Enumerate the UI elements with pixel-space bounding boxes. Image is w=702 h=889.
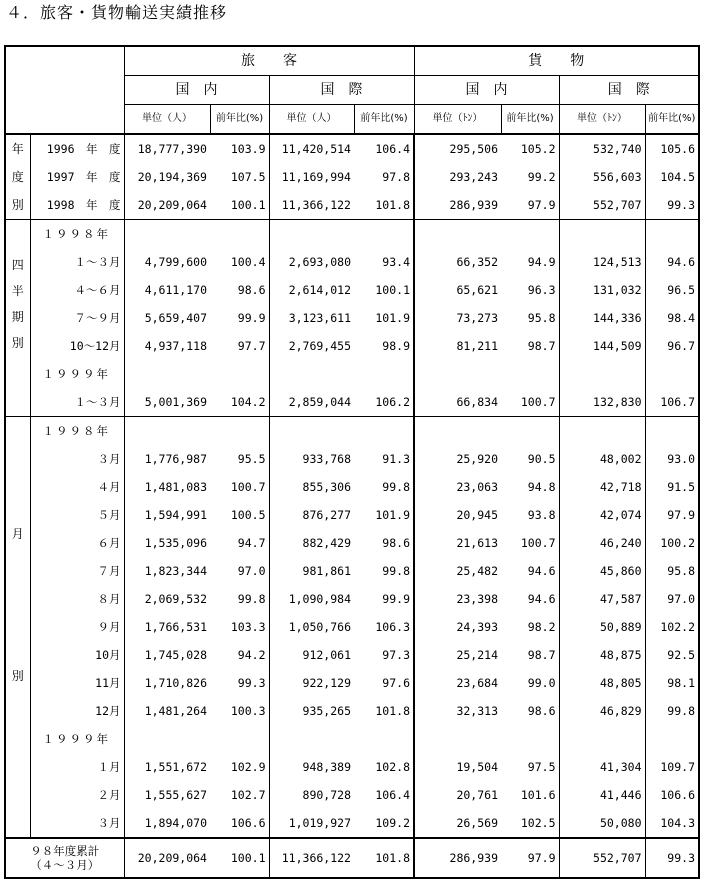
cell-pd-r: 103.9 — [210, 134, 269, 163]
header-yoy-cargo-international: 前年比(%) — [645, 105, 699, 135]
cell-cd-r: 105.2 — [501, 134, 559, 163]
cell-pd: 1,481,264 — [124, 697, 210, 725]
cell-ci: 132,830 — [559, 388, 645, 417]
cell-pi: 11,366,122 — [269, 838, 354, 878]
cell-cd-r: 102.5 — [501, 809, 559, 838]
cell-cd: 25,214 — [414, 641, 501, 669]
empty-cell — [559, 417, 645, 446]
cell-pi-r: 99.8 — [354, 473, 414, 501]
cell-pi: 11,366,122 — [269, 191, 354, 220]
annual-side-label: 年 — [5, 134, 30, 163]
table-row — [5, 332, 699, 360]
cell-pi-r: 97.6 — [354, 669, 414, 697]
header-passenger-domestic: 国 内 — [124, 76, 269, 105]
table-row — [5, 529, 699, 557]
header-yoy-passenger-domestic: 前年比(%) — [210, 105, 269, 135]
table-row — [5, 417, 699, 446]
table-row — [5, 276, 699, 304]
table-row — [5, 725, 699, 753]
cell-ci-r: 99.8 — [645, 697, 699, 725]
year-subheader: １９９９年 — [30, 725, 124, 753]
cell-pi: 11,169,994 — [269, 163, 354, 191]
cell-pd: 1,551,672 — [124, 753, 210, 781]
cell-ci: 48,002 — [559, 445, 645, 473]
table-row — [5, 360, 699, 388]
cell-pd: 4,799,600 — [124, 248, 210, 276]
empty-cell — [124, 220, 210, 249]
cell-cd: 20,761 — [414, 781, 501, 809]
cell-ci: 42,718 — [559, 473, 645, 501]
cell-ci-r: 95.8 — [645, 557, 699, 585]
cell-ci: 556,603 — [559, 163, 645, 191]
cell-ci-r: 92.5 — [645, 641, 699, 669]
table-row — [5, 641, 699, 669]
cell-ci: 532,740 — [559, 134, 645, 163]
empty-cell — [414, 220, 501, 249]
cell-pi: 2,859,044 — [269, 388, 354, 417]
cell-pi-r: 100.1 — [354, 276, 414, 304]
header-cargo: 貨 物 — [414, 46, 699, 76]
cell-ci-r: 98.1 — [645, 669, 699, 697]
cell-ci-r: 106.6 — [645, 781, 699, 809]
cell-pi-r: 101.8 — [354, 697, 414, 725]
empty-cell — [269, 220, 354, 249]
empty-cell — [269, 417, 354, 446]
cell-pd: 5,659,407 — [124, 304, 210, 332]
cell-ci: 144,336 — [559, 304, 645, 332]
cell-pi: 3,123,611 — [269, 304, 354, 332]
cell-cd-r: 90.5 — [501, 445, 559, 473]
cell-pd: 1,776,987 — [124, 445, 210, 473]
quarter-side-char: 四 — [11, 258, 24, 272]
cell-ci-r: 99.3 — [645, 838, 699, 878]
cell-pd: 4,937,118 — [124, 332, 210, 360]
cell-pd: 20,209,064 — [124, 191, 210, 220]
cell-pi-r: 101.8 — [354, 838, 414, 878]
cell-ci: 46,829 — [559, 697, 645, 725]
empty-cell — [210, 725, 269, 753]
cell-ci: 131,032 — [559, 276, 645, 304]
cell-pi-r: 93.4 — [354, 248, 414, 276]
empty-cell — [124, 360, 210, 388]
row-label: ７～９月 — [30, 304, 124, 332]
cell-cd: 295,506 — [414, 134, 501, 163]
annual-side-label: 別 — [5, 191, 30, 220]
cell-pd: 1,594,991 — [124, 501, 210, 529]
cell-pd: 4,611,170 — [124, 276, 210, 304]
table-row — [5, 304, 699, 332]
cell-ci-r: 98.4 — [645, 304, 699, 332]
cell-pi: 882,429 — [269, 529, 354, 557]
table-row — [5, 781, 699, 809]
empty-cell — [501, 220, 559, 249]
empty-cell — [124, 417, 210, 446]
cell-pd-r: 99.3 — [210, 669, 269, 697]
empty-cell — [354, 725, 414, 753]
cell-cd-r: 93.8 — [501, 501, 559, 529]
cell-pd-r: 107.5 — [210, 163, 269, 191]
cell-ci-r: 105.6 — [645, 134, 699, 163]
row-label: ７月 — [30, 557, 124, 585]
empty-cell — [210, 417, 269, 446]
row-label: ６月 — [30, 529, 124, 557]
empty-cell — [269, 360, 354, 388]
cell-pd-r: 99.9 — [210, 304, 269, 332]
cell-ci-r: 106.7 — [645, 388, 699, 417]
table-row — [5, 809, 699, 838]
cell-pi: 1,019,927 — [269, 809, 354, 838]
cell-ci: 144,509 — [559, 332, 645, 360]
cell-pi-r: 97.8 — [354, 163, 414, 191]
empty-cell — [354, 220, 414, 249]
cell-ci-r: 109.7 — [645, 753, 699, 781]
cell-ci: 552,707 — [559, 838, 645, 878]
cell-pi-r: 106.2 — [354, 388, 414, 417]
cell-cd: 26,569 — [414, 809, 501, 838]
cell-pi-r: 99.8 — [354, 557, 414, 585]
cell-cd-r: 98.2 — [501, 613, 559, 641]
cell-pi-r: 98.6 — [354, 529, 414, 557]
cell-pi-r: 101.9 — [354, 501, 414, 529]
cell-pd-r: 102.9 — [210, 753, 269, 781]
row-label: ３月 — [30, 445, 124, 473]
cell-cd-r: 96.3 — [501, 276, 559, 304]
year-subheader: １９９８年 — [30, 417, 124, 446]
transport-results-table — [4, 45, 700, 879]
cell-cd-r: 97.9 — [501, 838, 559, 878]
empty-cell — [645, 417, 699, 446]
cell-cd: 66,834 — [414, 388, 501, 417]
empty-cell — [645, 360, 699, 388]
cell-pi-r: 102.8 — [354, 753, 414, 781]
cell-pd-r: 98.6 — [210, 276, 269, 304]
cell-pd: 1,535,096 — [124, 529, 210, 557]
cell-pd: 1,766,531 — [124, 613, 210, 641]
cell-ci-r: 104.3 — [645, 809, 699, 838]
cell-pd-r: 94.7 — [210, 529, 269, 557]
cell-cd: 286,939 — [414, 191, 501, 220]
empty-cell — [501, 360, 559, 388]
cell-cd-r: 98.7 — [501, 641, 559, 669]
cell-cd-r: 98.7 — [501, 332, 559, 360]
cell-pi-r: 101.9 — [354, 304, 414, 332]
annual-side-label: 度 — [5, 163, 30, 191]
cell-cd-r: 95.8 — [501, 304, 559, 332]
cell-cd-r: 99.0 — [501, 669, 559, 697]
empty-cell — [501, 725, 559, 753]
cell-pd-r: 104.2 — [210, 388, 269, 417]
table-row — [5, 753, 699, 781]
cell-pd: 1,894,070 — [124, 809, 210, 838]
row-label: ５月 — [30, 501, 124, 529]
empty-cell — [354, 417, 414, 446]
cell-pi: 912,061 — [269, 641, 354, 669]
empty-cell — [210, 360, 269, 388]
empty-cell — [645, 220, 699, 249]
year-subheader: １９９８年 — [30, 220, 124, 249]
row-label: 1998 年 度 — [30, 191, 124, 220]
cell-ci-r: 91.5 — [645, 473, 699, 501]
cell-cd: 73,273 — [414, 304, 501, 332]
cell-ci-r: 94.6 — [645, 248, 699, 276]
cell-ci: 552,707 — [559, 191, 645, 220]
month-side-char-bottom: 別 — [11, 669, 24, 683]
cell-pd-r: 95.5 — [210, 445, 269, 473]
quarter-side-char: 半 — [11, 284, 24, 298]
cell-pi-r: 101.8 — [354, 191, 414, 220]
cell-pd-r: 100.1 — [210, 191, 269, 220]
cell-cd-r: 99.2 — [501, 163, 559, 191]
cell-pi: 1,090,984 — [269, 585, 354, 613]
cell-cd-r: 94.6 — [501, 557, 559, 585]
cell-ci: 124,513 — [559, 248, 645, 276]
header-cargo-domestic: 国 内 — [414, 76, 559, 105]
cell-ci: 50,080 — [559, 809, 645, 838]
cell-pi: 2,693,080 — [269, 248, 354, 276]
row-label: ４月 — [30, 473, 124, 501]
header-cargo-international: 国 際 — [559, 76, 699, 105]
table-row — [5, 669, 699, 697]
cell-cd: 25,482 — [414, 557, 501, 585]
cell-pd: 1,555,627 — [124, 781, 210, 809]
cell-cd: 24,393 — [414, 613, 501, 641]
cell-cd: 81,211 — [414, 332, 501, 360]
page-title: ４．旅客・貨物輸送実績推移 — [6, 3, 228, 22]
cell-pd: 1,481,083 — [124, 473, 210, 501]
cell-cd: 21,613 — [414, 529, 501, 557]
header-unit-passenger-domestic: 単位（人） — [124, 105, 210, 135]
row-label: 11月 — [30, 669, 124, 697]
empty-cell — [269, 725, 354, 753]
cell-cd: 20,945 — [414, 501, 501, 529]
cell-pd-r: 100.5 — [210, 501, 269, 529]
cell-cd: 286,939 — [414, 838, 501, 878]
cell-ci-r: 97.0 — [645, 585, 699, 613]
cell-pd: 20,194,369 — [124, 163, 210, 191]
table-row — [5, 191, 699, 220]
cell-cd-r: 97.9 — [501, 191, 559, 220]
cell-pd-r: 100.7 — [210, 473, 269, 501]
empty-cell — [124, 725, 210, 753]
quarter-side-label — [5, 220, 30, 417]
empty-cell — [501, 417, 559, 446]
row-label: 10月 — [30, 641, 124, 669]
year-subheader: １９９９年 — [30, 360, 124, 388]
header-yoy-passenger-international: 前年比(%) — [354, 105, 414, 135]
cell-ci: 41,446 — [559, 781, 645, 809]
row-label: 10～12月 — [30, 332, 124, 360]
cell-pi-r: 97.3 — [354, 641, 414, 669]
table-row — [5, 163, 699, 191]
table-row — [5, 557, 699, 585]
cell-cd-r: 100.7 — [501, 529, 559, 557]
table-row — [5, 134, 699, 163]
cell-ci-r: 96.5 — [645, 276, 699, 304]
empty-cell — [645, 725, 699, 753]
cell-pd-r: 102.7 — [210, 781, 269, 809]
cell-ci-r: 96.7 — [645, 332, 699, 360]
cell-pd-r: 103.3 — [210, 613, 269, 641]
row-label: ４～６月 — [30, 276, 124, 304]
quarter-side-char: 別 — [11, 336, 24, 350]
table-row — [5, 473, 699, 501]
empty-cell — [354, 360, 414, 388]
cell-pi: 922,129 — [269, 669, 354, 697]
cell-pd: 1,823,344 — [124, 557, 210, 585]
cell-cd-r: 94.8 — [501, 473, 559, 501]
cell-pd: 20,209,064 — [124, 838, 210, 878]
cell-pi: 855,306 — [269, 473, 354, 501]
cell-pi: 948,389 — [269, 753, 354, 781]
header-unit-cargo-international: 単位（ﾄﾝ） — [559, 105, 645, 135]
table-row — [5, 697, 699, 725]
quarter-side-char: 期 — [11, 310, 24, 324]
cell-cd-r: 101.6 — [501, 781, 559, 809]
row-label: ３月 — [30, 809, 124, 838]
cell-pi: 935,265 — [269, 697, 354, 725]
row-label: ８月 — [30, 585, 124, 613]
cell-ci: 45,860 — [559, 557, 645, 585]
table-body — [5, 46, 699, 878]
empty-cell — [414, 725, 501, 753]
cell-pi: 1,050,766 — [269, 613, 354, 641]
cell-pd-r: 99.8 — [210, 585, 269, 613]
empty-cell — [559, 360, 645, 388]
table-row — [5, 248, 699, 276]
cell-pd: 2,069,532 — [124, 585, 210, 613]
cell-pd: 5,001,369 — [124, 388, 210, 417]
total-label-line1: ９８年度累計 — [30, 844, 100, 858]
cell-cd-r: 100.7 — [501, 388, 559, 417]
table-row — [5, 445, 699, 473]
cell-pd-r: 97.0 — [210, 557, 269, 585]
cell-ci-r: 102.2 — [645, 613, 699, 641]
cell-pi-r: 106.4 — [354, 134, 414, 163]
cell-pi: 933,768 — [269, 445, 354, 473]
row-label: 1997 年 度 — [30, 163, 124, 191]
cell-cd-r: 98.6 — [501, 697, 559, 725]
row-label: １～３月 — [30, 248, 124, 276]
header-yoy-cargo-domestic: 前年比(%) — [501, 105, 559, 135]
row-label: 1996 年 度 — [30, 134, 124, 163]
cell-pd: 1,745,028 — [124, 641, 210, 669]
cell-pi: 11,420,514 — [269, 134, 354, 163]
cell-ci: 41,304 — [559, 753, 645, 781]
cell-cd-r: 94.6 — [501, 585, 559, 613]
header-unit-passenger-international: 単位（人） — [269, 105, 354, 135]
cell-cd: 293,243 — [414, 163, 501, 191]
cell-pi: 2,614,012 — [269, 276, 354, 304]
cell-cd: 23,684 — [414, 669, 501, 697]
table-row — [5, 585, 699, 613]
cell-pi-r: 91.3 — [354, 445, 414, 473]
cell-pi: 890,728 — [269, 781, 354, 809]
cell-pi: 2,769,455 — [269, 332, 354, 360]
cell-pd: 18,777,390 — [124, 134, 210, 163]
total-label-line2: （４～３月） — [30, 858, 100, 872]
row-label: １月 — [30, 753, 124, 781]
empty-cell — [559, 725, 645, 753]
cell-cd: 66,352 — [414, 248, 501, 276]
cell-cd: 32,313 — [414, 697, 501, 725]
cell-cd-r: 97.5 — [501, 753, 559, 781]
row-label: 12月 — [30, 697, 124, 725]
cell-ci: 47,587 — [559, 585, 645, 613]
table-row — [5, 220, 699, 249]
table-row — [5, 501, 699, 529]
cell-ci: 46,240 — [559, 529, 645, 557]
cell-pi: 981,861 — [269, 557, 354, 585]
table-row — [5, 388, 699, 417]
cell-ci-r: 100.2 — [645, 529, 699, 557]
total-label — [5, 838, 124, 878]
cell-cd: 23,063 — [414, 473, 501, 501]
row-label: ９月 — [30, 613, 124, 641]
cell-ci: 48,875 — [559, 641, 645, 669]
corner-cell — [5, 46, 124, 134]
cell-pd-r: 100.3 — [210, 697, 269, 725]
cell-pd-r: 106.6 — [210, 809, 269, 838]
cell-pd-r: 94.2 — [210, 641, 269, 669]
table-row — [5, 613, 699, 641]
cell-cd: 19,504 — [414, 753, 501, 781]
row-label: ２月 — [30, 781, 124, 809]
row-label: １～３月 — [30, 388, 124, 417]
cell-ci-r: 93.0 — [645, 445, 699, 473]
empty-cell — [414, 417, 501, 446]
cell-cd-r: 94.9 — [501, 248, 559, 276]
empty-cell — [559, 220, 645, 249]
empty-cell — [210, 220, 269, 249]
table-row — [5, 838, 699, 878]
cell-ci: 48,805 — [559, 669, 645, 697]
header-passenger-international: 国 際 — [269, 76, 414, 105]
month-side-char-top: 月 — [11, 527, 24, 541]
cell-cd: 23,398 — [414, 585, 501, 613]
cell-pi-r: 98.9 — [354, 332, 414, 360]
cell-cd: 65,621 — [414, 276, 501, 304]
cell-pi-r: 109.2 — [354, 809, 414, 838]
cell-ci-r: 104.5 — [645, 163, 699, 191]
cell-ci: 50,889 — [559, 613, 645, 641]
cell-ci-r: 99.3 — [645, 191, 699, 220]
cell-pd-r: 100.1 — [210, 838, 269, 878]
cell-ci: 42,074 — [559, 501, 645, 529]
empty-cell — [414, 360, 501, 388]
cell-pi: 876,277 — [269, 501, 354, 529]
cell-ci-r: 97.9 — [645, 501, 699, 529]
cell-pd: 1,710,826 — [124, 669, 210, 697]
cell-pd-r: 100.4 — [210, 248, 269, 276]
cell-cd: 25,920 — [414, 445, 501, 473]
cell-pi-r: 106.3 — [354, 613, 414, 641]
header-unit-cargo-domestic: 単位（ﾄﾝ） — [414, 105, 501, 135]
cell-pd-r: 97.7 — [210, 332, 269, 360]
header-passenger: 旅 客 — [124, 46, 414, 76]
cell-pi-r: 99.9 — [354, 585, 414, 613]
cell-pi-r: 106.4 — [354, 781, 414, 809]
month-side-label — [5, 417, 30, 839]
